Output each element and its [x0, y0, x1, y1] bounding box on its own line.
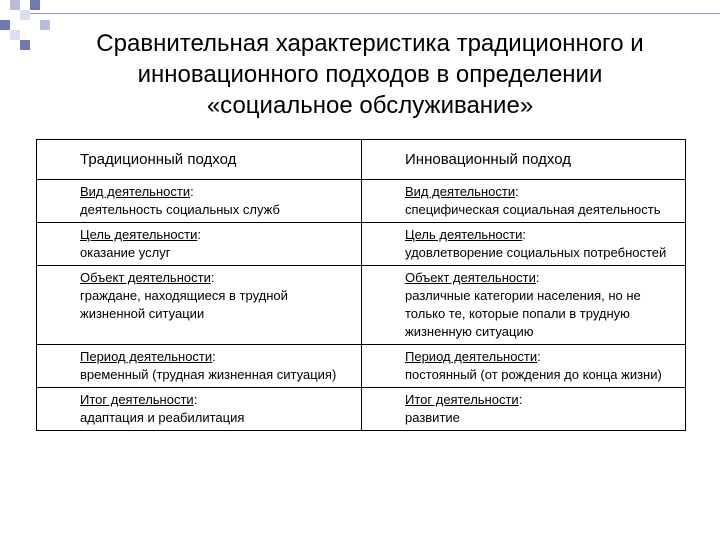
decor-square [20, 10, 30, 20]
title-line: «социальное обслуживание» [206, 92, 534, 119]
header-traditional: Традиционный подход [37, 140, 362, 180]
table-cell: Объект деятельности: различные категории населения, но не только те, которые попали в трудную жизненную ситуацию [362, 266, 686, 345]
decor-square [20, 40, 30, 50]
cell-text: оказание услуг [80, 245, 171, 260]
cell-label: Объект деятельности [80, 270, 211, 285]
cell-label: Период деятельности [405, 349, 538, 364]
table-row [37, 180, 686, 223]
cell-text: развитие [405, 410, 460, 425]
decor-square [10, 30, 20, 40]
table-cell: Итог деятельности: развитие [362, 388, 686, 431]
title-line: инновационного подходов в определении [137, 61, 603, 88]
header-innovative: Инновационный подход [362, 140, 686, 180]
table-cell: Итог деятельности: адаптация и реабилитация [37, 388, 362, 431]
cell-text: специфическая социальная деятельность [405, 202, 661, 217]
cell-text: постоянный (от рождения до конца жизни) [405, 367, 662, 382]
cell-label: Цель деятельности [405, 227, 523, 242]
cell-label: Цель деятельности [80, 227, 198, 242]
page-title [40, 28, 700, 121]
decor-square [30, 0, 40, 10]
cell-label: Итог деятельности [80, 392, 194, 407]
table-cell: Вид деятельности: специфическая социальная деятельность [362, 180, 686, 223]
comparison-table [36, 139, 686, 431]
cell-label: Вид деятельности [405, 184, 516, 199]
cell-text: удовлетворение социальных потребностей [405, 245, 667, 260]
table-cell: Вид деятельности: деятельность социальных служб [37, 180, 362, 223]
cell-text: различные категории населения, но не только те, которые попали в трудную жизненную ситуацию [405, 288, 641, 339]
cell-label: Период деятельности [80, 349, 213, 364]
table-cell: Период деятельности: временный (трудная жизненная ситуация) [37, 345, 362, 388]
table-header-row [37, 140, 686, 180]
table-row [37, 223, 686, 266]
cell-label: Итог деятельности [405, 392, 519, 407]
cell-text: граждане, находящиеся в трудной жизненной ситуации [80, 288, 288, 321]
top-rule [30, 13, 720, 14]
table-cell: Цель деятельности: удовлетворение социальных потребностей [362, 223, 686, 266]
table-row [37, 345, 686, 388]
table-cell: Цель деятельности: оказание услуг [37, 223, 362, 266]
cell-label: Вид деятельности [80, 184, 191, 199]
decor-square [10, 0, 20, 10]
cell-label: Объект деятельности [405, 270, 536, 285]
table-row [37, 266, 686, 345]
decor-square [0, 20, 10, 30]
cell-text: деятельность социальных служб [80, 202, 280, 217]
title-line: Сравнительная характеристика традиционного и [96, 30, 644, 57]
cell-text: адаптация и реабилитация [80, 410, 245, 425]
table-row [37, 388, 686, 431]
table-cell: Период деятельности: постоянный (от рождения до конца жизни) [362, 345, 686, 388]
table-cell: Объект деятельности: граждане, находящиеся в трудной жизненной ситуации [37, 266, 362, 345]
cell-text: временный (трудная жизненная ситуация) [80, 367, 337, 382]
